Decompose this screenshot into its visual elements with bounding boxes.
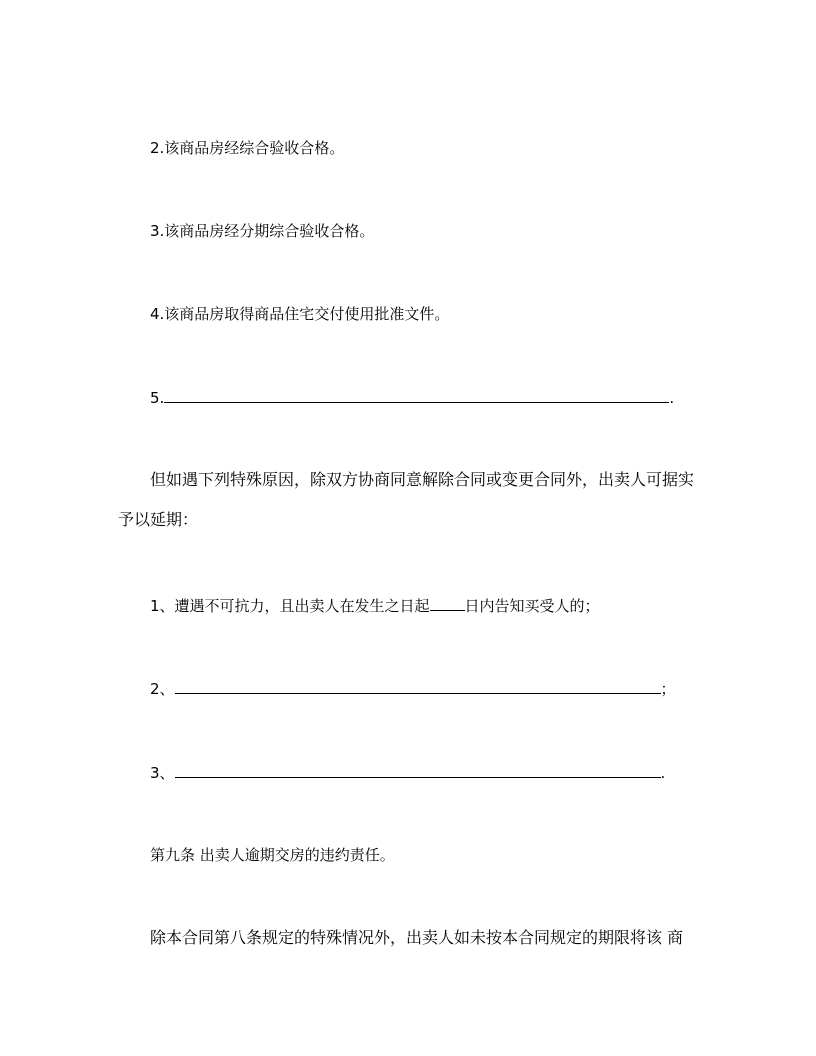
exception-case-2 — [150, 678, 676, 699]
condition-item-5 — [150, 387, 674, 408]
exception-case-3-end: . — [660, 764, 666, 782]
exception-case-1-days-blank[interactable] — [430, 595, 465, 611]
article-9-body-line-1: 除本合同第八条规定的特殊情况外，出卖人如未按本合同规定的期限将该 商 — [150, 928, 684, 947]
exception-paragraph-line-1: 但如遇下列特殊原因，除双方协商同意解除合同或变更合同外，出卖人可据实 — [150, 470, 695, 489]
condition-item-2: 2.该商品房经综合验收合格。 — [150, 139, 345, 157]
exception-case-2-blank[interactable] — [175, 678, 661, 694]
exception-case-2-number: 2、 — [150, 680, 175, 698]
condition-item-3: 3.该商品房经分期综合验收合格。 — [150, 222, 375, 240]
exception-case-1-prefix: 1、遭遇不可抗力，且出卖人在发生之日起 — [150, 597, 430, 615]
condition-item-4: 4.该商品房取得商品住宅交付使用批准文件。 — [150, 305, 450, 323]
exception-case-1-suffix: 日内告知买受人的； — [464, 597, 600, 615]
condition-item-5-blank[interactable] — [164, 387, 669, 403]
condition-item-5-number: 5. — [150, 389, 165, 407]
condition-item-5-end: . — [669, 389, 675, 407]
exception-case-3 — [150, 762, 665, 783]
exception-case-3-blank[interactable] — [175, 762, 661, 778]
article-9-title: 第九条 出卖人逾期交房的违约责任。 — [150, 846, 395, 864]
exception-case-3-number: 3、 — [150, 764, 175, 782]
exception-case-1 — [150, 595, 600, 616]
exception-case-2-end: ； — [660, 680, 676, 698]
exception-paragraph-line-2: 予以延期： — [118, 510, 199, 529]
